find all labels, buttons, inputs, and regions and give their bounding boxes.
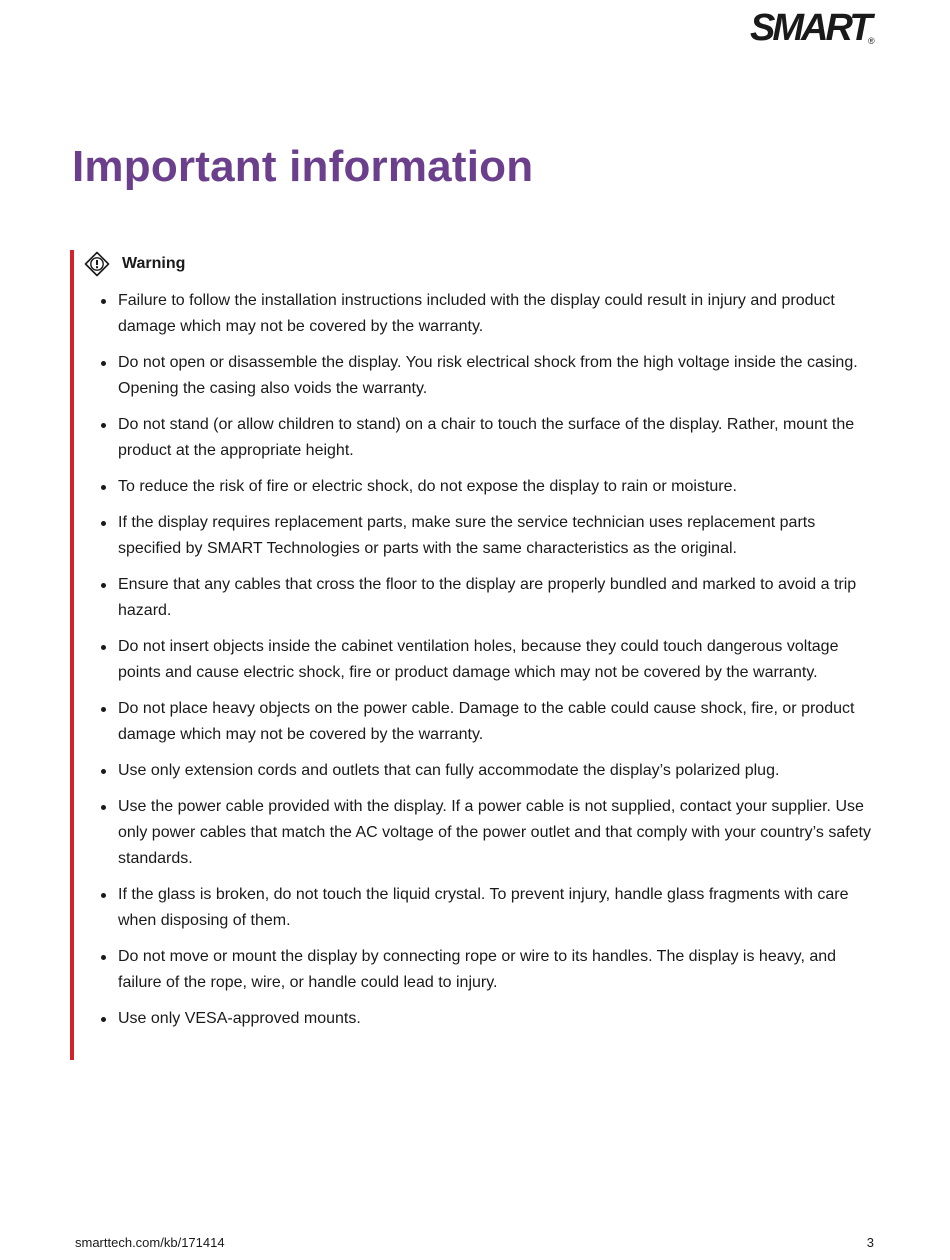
warning-item: Do not place heavy objects on the power cable. Damage to the cable could cause shock, fire, or product damage which may not be covered by the warranty. <box>118 696 878 748</box>
smart-logo <box>750 6 878 50</box>
warning-list <box>118 288 878 1042</box>
logo-registered-mark: ® <box>868 36 875 46</box>
warning-item: Do not insert objects inside the cabinet ventilation holes, because they could touch dangerous voltage points and cause electric shock, fire or product damage which may not be covered by the warranty. <box>118 634 878 686</box>
warning-item: Use only extension cords and outlets that can fully accommodate the display’s polarized plug. <box>118 758 878 784</box>
page-number: 3 <box>866 1235 874 1250</box>
warning-block <box>70 250 874 1060</box>
warning-item: Do not move or mount the display by connecting rope or wire to its handles. The display is heavy, and failure of the rope, wire, or handle could lead to injury. <box>118 944 878 996</box>
warning-item: Ensure that any cables that cross the floor to the display are properly bundled and marked to avoid a trip hazard. <box>118 572 878 624</box>
warning-item: Do not stand (or allow children to stand) on a chair to touch the surface of the display. Rather, mount the product at the appropriate height. <box>118 412 878 464</box>
warning-header <box>84 250 185 278</box>
warning-item: Failure to follow the installation instructions included with the display could result in injury and product damage which may not be covered by the warranty. <box>118 288 878 340</box>
warning-diamond-icon <box>84 251 110 277</box>
warning-item: If the glass is broken, do not touch the liquid crystal. To prevent injury, handle glass fragments with care when disposing of them. <box>118 882 878 934</box>
warning-item: Use only VESA-approved mounts. <box>118 1006 878 1032</box>
warning-item: If the display requires replacement parts, make sure the service technician uses replacement parts specified by SMART Technologies or parts with the same characteristics as the original. <box>118 510 878 562</box>
page-title: Important information <box>72 142 534 191</box>
logo-wordmark: SMART <box>750 7 870 49</box>
warning-item: Use the power cable provided with the display. If a power cable is not supplied, contact your supplier. Use only power cables that match the AC voltage of the power outlet and that comply with your country’s safety standards. <box>118 794 878 872</box>
warning-item: To reduce the risk of fire or electric shock, do not expose the display to rain or moisture. <box>118 474 878 500</box>
warning-item: Do not open or disassemble the display. You risk electrical shock from the high voltage inside the casing. Opening the casing also voids the warranty. <box>118 350 878 402</box>
warning-label: Warning <box>122 255 186 272</box>
footer-url[interactable]: smarttech.com/kb/171414 <box>75 1235 225 1250</box>
